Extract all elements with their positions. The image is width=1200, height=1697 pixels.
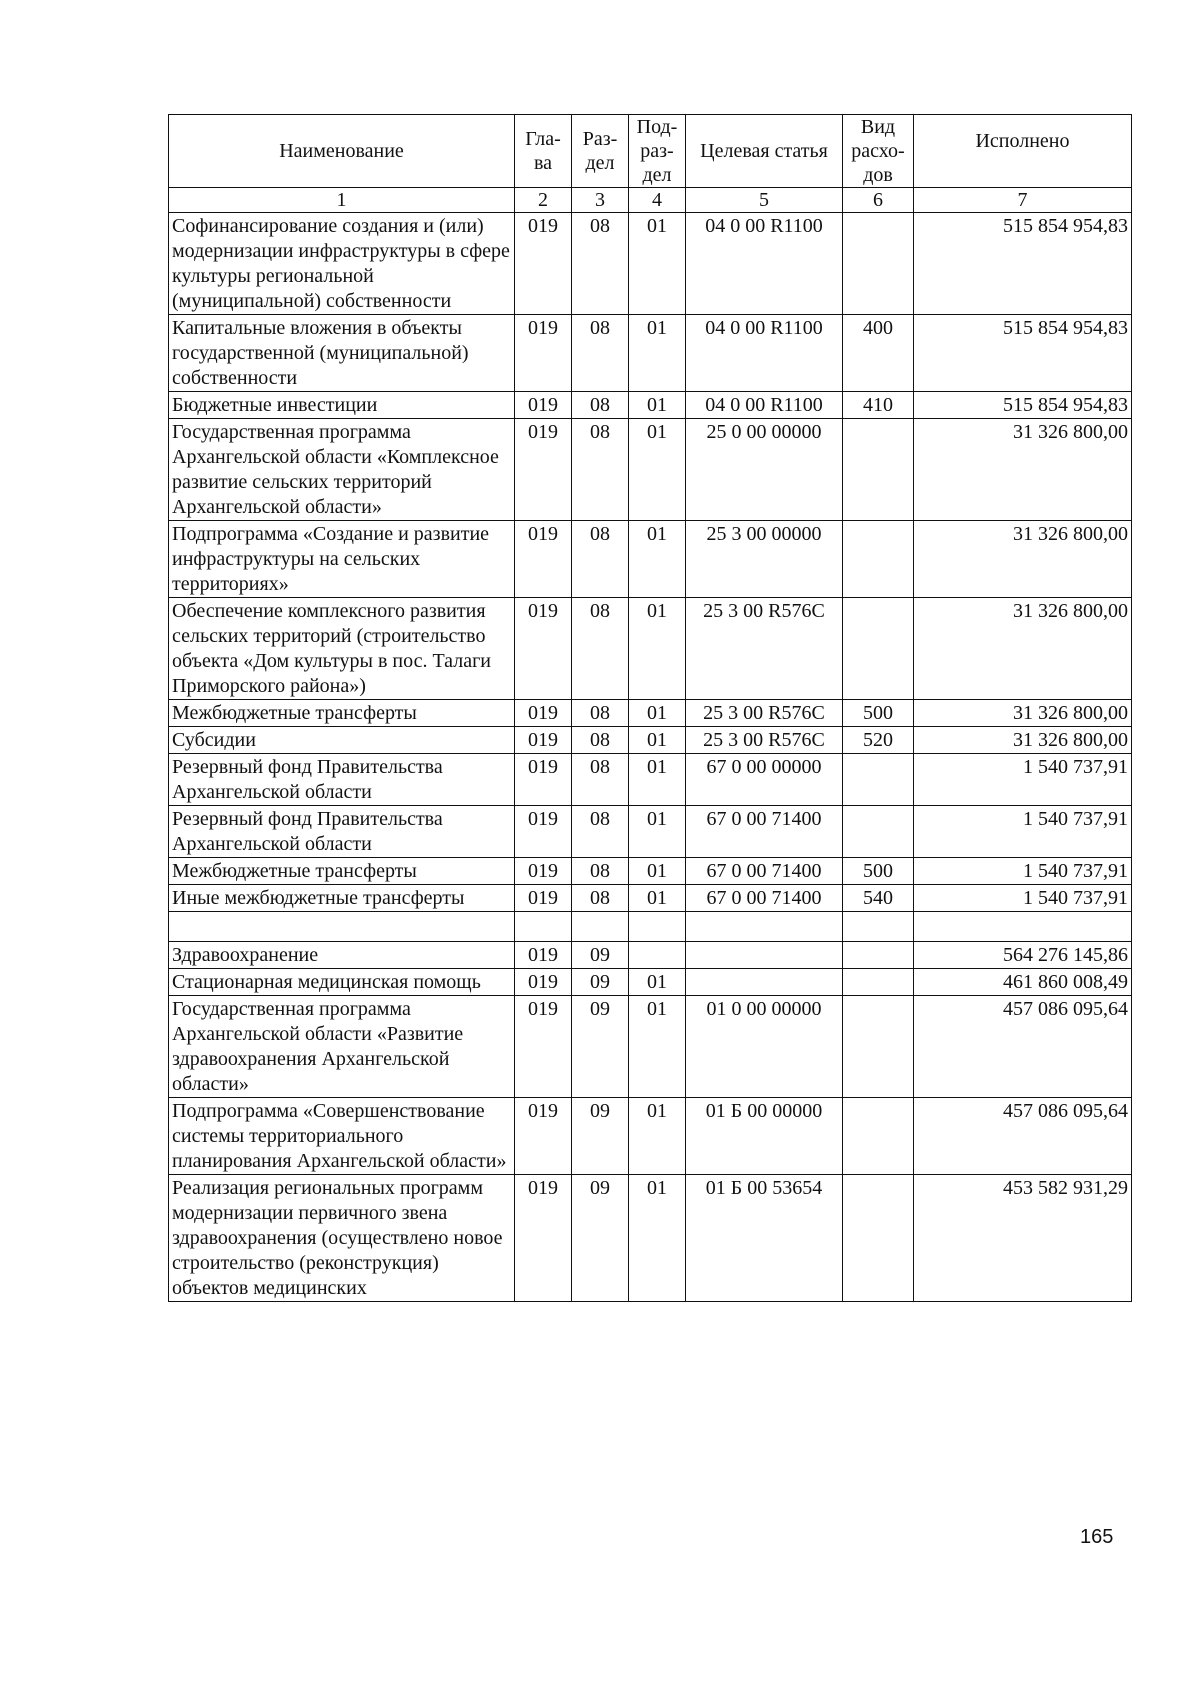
page-number: 165 <box>1080 1526 1114 1548</box>
cell-target: 04 0 00 R1100 <box>686 315 843 392</box>
cell-target <box>686 942 843 969</box>
cell-name: Софинансирование создания и (или) модернизации инфраструктуры в сфере культуры региональной (муниципальной) собственности <box>169 213 515 315</box>
cell-section: 08 <box>572 213 629 315</box>
cell-section: 09 <box>572 969 629 996</box>
cell-amount: 1 540 737,91 <box>914 858 1132 885</box>
table-row <box>169 858 1132 885</box>
cell-amount: 453 582 931,29 <box>914 1175 1132 1302</box>
table-row <box>169 1098 1132 1175</box>
cell-expense-type: 410 <box>843 392 914 419</box>
cell-section: 08 <box>572 392 629 419</box>
cell-chapter: 019 <box>515 885 572 912</box>
cell-expense-type: 400 <box>843 315 914 392</box>
cell-amount: 564 276 145,86 <box>914 942 1132 969</box>
cell-section: 08 <box>572 700 629 727</box>
table-row <box>169 213 1132 315</box>
cell-amount: 1 540 737,91 <box>914 754 1132 806</box>
cell-chapter: 019 <box>515 315 572 392</box>
cell-chapter <box>515 912 572 942</box>
cell-section: 08 <box>572 598 629 700</box>
cell-expense-type <box>843 213 914 315</box>
cell-section: 08 <box>572 521 629 598</box>
table-row <box>169 942 1132 969</box>
cell-expense-type: 540 <box>843 885 914 912</box>
cell-amount: 461 860 008,49 <box>914 969 1132 996</box>
cell-section: 08 <box>572 806 629 858</box>
cell-chapter: 019 <box>515 942 572 969</box>
table-row <box>169 392 1132 419</box>
table-row <box>169 419 1132 521</box>
header-expense-type: Вид расхо- дов <box>843 115 914 188</box>
cell-subsection: 01 <box>629 1098 686 1175</box>
cell-name: Обеспечение комплексного развития сельских территорий (строительство объекта «Дом культуры в пос. Талаги Приморского района») <box>169 598 515 700</box>
cell-section: 08 <box>572 419 629 521</box>
cell-target: 01 0 00 00000 <box>686 996 843 1098</box>
column-number: 5 <box>686 188 843 213</box>
cell-subsection: 01 <box>629 727 686 754</box>
cell-section: 09 <box>572 996 629 1098</box>
cell-expense-type <box>843 996 914 1098</box>
cell-chapter: 019 <box>515 1175 572 1302</box>
header-subsection: Под- раз- дел <box>629 115 686 188</box>
cell-amount <box>914 912 1132 942</box>
cell-amount: 31 326 800,00 <box>914 521 1132 598</box>
cell-subsection: 01 <box>629 806 686 858</box>
cell-amount: 1 540 737,91 <box>914 885 1132 912</box>
column-number: 1 <box>169 188 515 213</box>
cell-subsection: 01 <box>629 996 686 1098</box>
cell-expense-type <box>843 912 914 942</box>
cell-target: 25 3 00 00000 <box>686 521 843 598</box>
cell-target: 67 0 00 71400 <box>686 806 843 858</box>
cell-section <box>572 912 629 942</box>
cell-expense-type <box>843 1098 914 1175</box>
header-target: Целевая статья <box>686 115 843 188</box>
cell-chapter: 019 <box>515 858 572 885</box>
cell-name <box>169 912 515 942</box>
cell-target <box>686 912 843 942</box>
cell-name: Реализация региональных программ модернизации первичного звена здравоохранения (осуществлено новое строительство (реконструкция) объектов медицинских <box>169 1175 515 1302</box>
cell-name: Стационарная медицинская помощь <box>169 969 515 996</box>
cell-target: 25 0 00 00000 <box>686 419 843 521</box>
cell-expense-type <box>843 598 914 700</box>
cell-section: 09 <box>572 942 629 969</box>
cell-chapter: 019 <box>515 598 572 700</box>
cell-chapter: 019 <box>515 213 572 315</box>
cell-expense-type <box>843 1175 914 1302</box>
cell-section: 08 <box>572 315 629 392</box>
cell-subsection: 01 <box>629 598 686 700</box>
cell-chapter: 019 <box>515 996 572 1098</box>
cell-expense-type: 500 <box>843 700 914 727</box>
cell-name: Государственная программа Архангельской области «Комплексное развитие сельских территорий Архангельской области» <box>169 419 515 521</box>
cell-target: 67 0 00 71400 <box>686 858 843 885</box>
cell-expense-type <box>843 521 914 598</box>
table-row <box>169 315 1132 392</box>
table-row <box>169 969 1132 996</box>
cell-amount: 31 326 800,00 <box>914 700 1132 727</box>
cell-amount: 457 086 095,64 <box>914 996 1132 1098</box>
cell-expense-type <box>843 942 914 969</box>
cell-target: 25 3 00 R576C <box>686 700 843 727</box>
table-row <box>169 912 1132 942</box>
cell-subsection: 01 <box>629 1175 686 1302</box>
column-number: 3 <box>572 188 629 213</box>
cell-target: 01 Б 00 53654 <box>686 1175 843 1302</box>
table-body <box>169 213 1132 1302</box>
table-row <box>169 727 1132 754</box>
cell-target: 67 0 00 71400 <box>686 885 843 912</box>
cell-subsection: 01 <box>629 213 686 315</box>
table-row <box>169 885 1132 912</box>
cell-chapter: 019 <box>515 969 572 996</box>
cell-section: 08 <box>572 858 629 885</box>
cell-section: 09 <box>572 1098 629 1175</box>
table-row <box>169 806 1132 858</box>
cell-chapter: 019 <box>515 727 572 754</box>
cell-target: 04 0 00 R1100 <box>686 213 843 315</box>
column-number: 4 <box>629 188 686 213</box>
cell-expense-type <box>843 969 914 996</box>
cell-expense-type <box>843 754 914 806</box>
cell-name: Резервный фонд Правительства Архангельской области <box>169 806 515 858</box>
column-numbers-row <box>169 188 1132 213</box>
table-row <box>169 1175 1132 1302</box>
cell-target: 25 3 00 R576C <box>686 727 843 754</box>
cell-expense-type: 520 <box>843 727 914 754</box>
cell-name: Здравоохранение <box>169 942 515 969</box>
cell-target <box>686 969 843 996</box>
cell-chapter: 019 <box>515 754 572 806</box>
table-row <box>169 521 1132 598</box>
cell-chapter: 019 <box>515 806 572 858</box>
header-section: Раз- дел <box>572 115 629 188</box>
cell-subsection: 01 <box>629 969 686 996</box>
cell-expense-type <box>843 806 914 858</box>
cell-chapter: 019 <box>515 700 572 727</box>
cell-amount: 515 854 954,83 <box>914 315 1132 392</box>
table-row <box>169 598 1132 700</box>
cell-chapter: 019 <box>515 521 572 598</box>
cell-name: Государственная программа Архангельской области «Развитие здравоохранения Архангельской области» <box>169 996 515 1098</box>
column-number: 7 <box>914 188 1132 213</box>
column-number: 6 <box>843 188 914 213</box>
cell-subsection: 01 <box>629 419 686 521</box>
cell-amount: 31 326 800,00 <box>914 419 1132 521</box>
cell-amount: 457 086 095,64 <box>914 1098 1132 1175</box>
cell-amount: 31 326 800,00 <box>914 598 1132 700</box>
cell-name: Резервный фонд Правительства Архангельской области <box>169 754 515 806</box>
header-name: Наименование <box>169 115 515 188</box>
cell-subsection <box>629 912 686 942</box>
cell-name: Подпрограмма «Совершенствование системы территориального планирования Архангельской области» <box>169 1098 515 1175</box>
cell-subsection: 01 <box>629 392 686 419</box>
cell-subsection <box>629 942 686 969</box>
cell-name: Межбюджетные трансферты <box>169 700 515 727</box>
cell-chapter: 019 <box>515 392 572 419</box>
cell-subsection: 01 <box>629 521 686 598</box>
cell-target: 04 0 00 R1100 <box>686 392 843 419</box>
column-number: 2 <box>515 188 572 213</box>
cell-name: Субсидии <box>169 727 515 754</box>
cell-target: 67 0 00 00000 <box>686 754 843 806</box>
cell-section: 09 <box>572 1175 629 1302</box>
table-header-row <box>169 115 1132 188</box>
cell-section: 08 <box>572 754 629 806</box>
cell-target: 01 Б 00 00000 <box>686 1098 843 1175</box>
header-chapter: Гла- ва <box>515 115 572 188</box>
cell-section: 08 <box>572 727 629 754</box>
cell-name: Иные межбюджетные трансферты <box>169 885 515 912</box>
cell-name: Подпрограмма «Создание и развитие инфраструктуры на сельских территориях» <box>169 521 515 598</box>
cell-target: 25 3 00 R576C <box>686 598 843 700</box>
cell-section: 08 <box>572 885 629 912</box>
budget-execution-table <box>168 114 1132 1302</box>
cell-chapter: 019 <box>515 419 572 521</box>
table-row <box>169 700 1132 727</box>
cell-chapter: 019 <box>515 1098 572 1175</box>
cell-subsection: 01 <box>629 858 686 885</box>
cell-subsection: 01 <box>629 754 686 806</box>
table-row <box>169 996 1132 1098</box>
cell-expense-type: 500 <box>843 858 914 885</box>
header-executed: Исполнено <box>914 115 1132 188</box>
cell-subsection: 01 <box>629 315 686 392</box>
cell-subsection: 01 <box>629 700 686 727</box>
cell-expense-type <box>843 419 914 521</box>
cell-name: Межбюджетные трансферты <box>169 858 515 885</box>
cell-subsection: 01 <box>629 885 686 912</box>
cell-amount: 1 540 737,91 <box>914 806 1132 858</box>
table-row <box>169 754 1132 806</box>
cell-amount: 515 854 954,83 <box>914 213 1132 315</box>
cell-amount: 31 326 800,00 <box>914 727 1132 754</box>
cell-amount: 515 854 954,83 <box>914 392 1132 419</box>
cell-name: Бюджетные инвестиции <box>169 392 515 419</box>
cell-name: Капитальные вложения в объекты государственной (муниципальной) собственности <box>169 315 515 392</box>
